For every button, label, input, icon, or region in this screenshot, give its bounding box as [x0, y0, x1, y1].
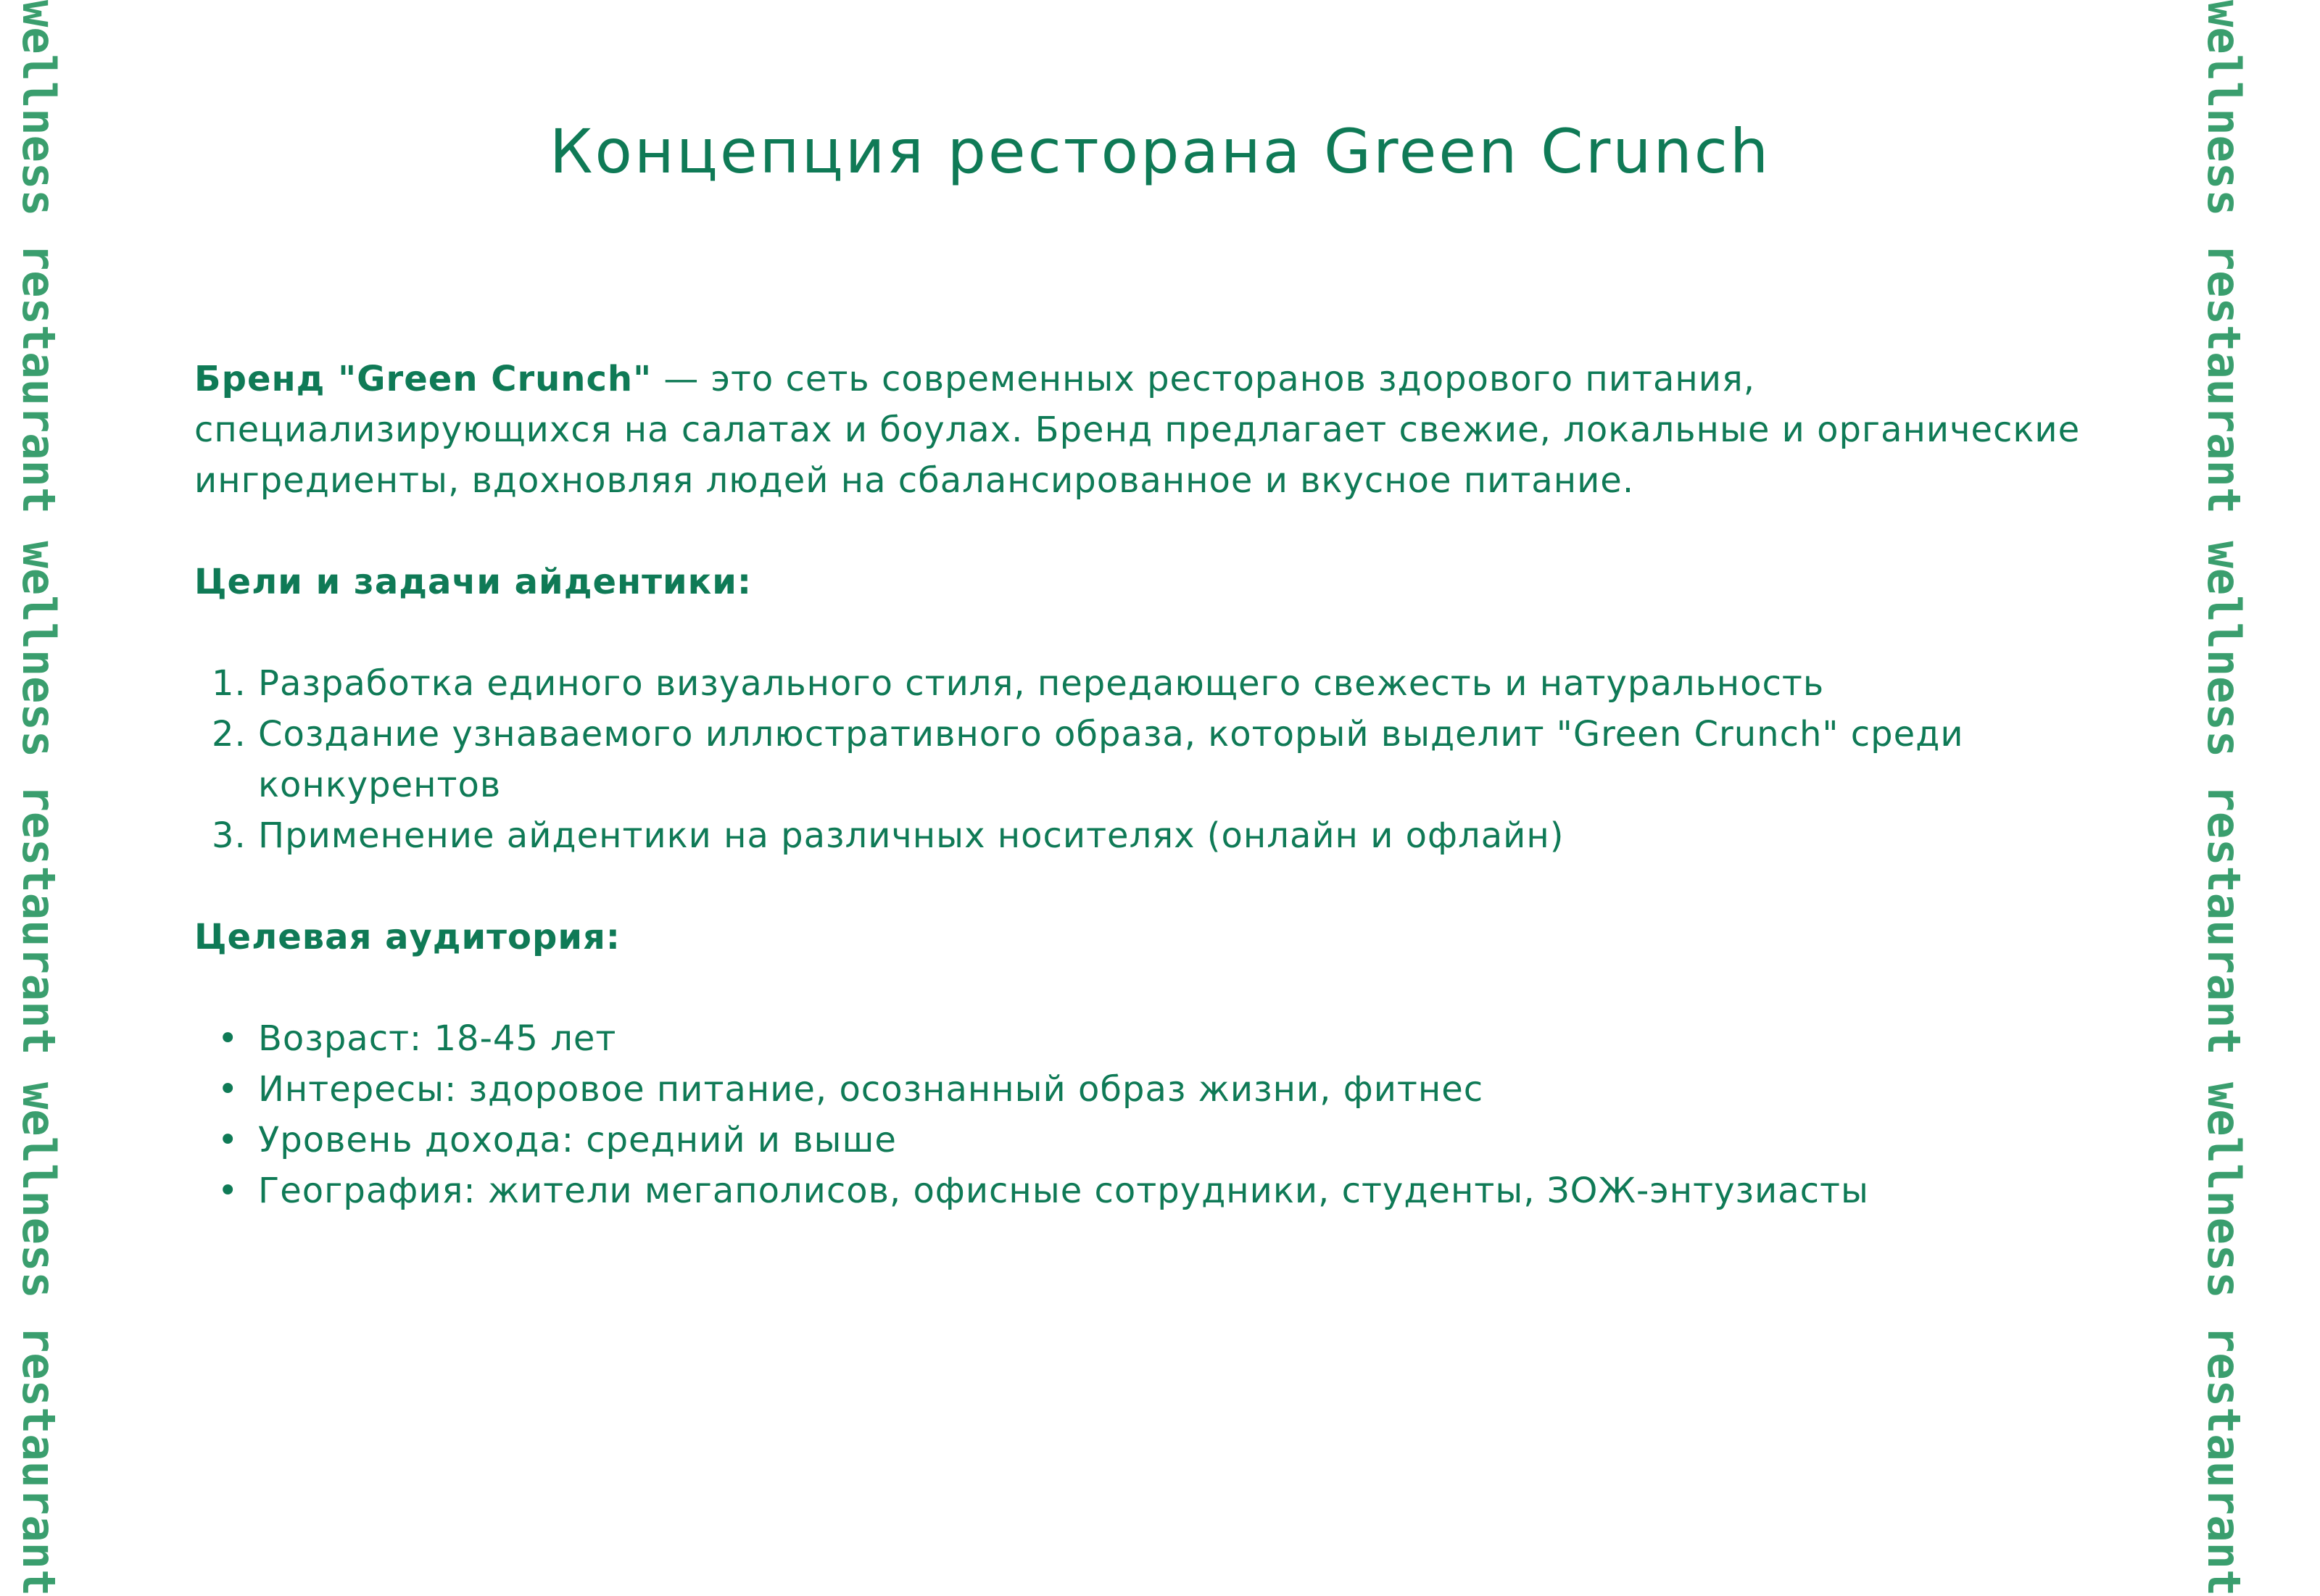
bullet-icon: •: [218, 1120, 239, 1160]
bullet-icon: •: [218, 1069, 239, 1110]
audience-item: [218, 1115, 2152, 1165]
audience-heading: Целевая аудитория:: [194, 917, 621, 957]
goal-item: 2. Создание узнаваемого иллюстративного образа, который выделит "Green Crunch" среди конкурентов: [258, 709, 2152, 810]
page-title: Концепция ресторана Green Crunch: [549, 116, 1771, 187]
audience-item: [218, 1064, 2152, 1115]
bullet-icon: •: [218, 1018, 239, 1059]
brand-name: Бренд "Green Crunch": [194, 359, 652, 399]
intro-text: — это сеть современных ресторанов здорового питания, специализирующихся на салатах и боулах. Бренд предлагает свежие, локальные и органические ингредиенты, вдохновляя людей на сбалансированное и вкусное питание.: [194, 359, 2081, 501]
bullet-icon: •: [218, 1171, 239, 1211]
intro-paragraph: [194, 354, 2152, 506]
audience-item-text: Возраст: 18-45 лет: [258, 1018, 617, 1059]
audience-item: [218, 1165, 2152, 1216]
right-side-strip: [2197, 0, 2285, 1596]
left-side-text: wellness restaurant wellness restaurant wellness restaurant: [12, 0, 65, 1596]
audience-item-text: География: жители мегаполисов, офисные сотрудники, студенты, ЗОЖ-энтузиасты: [258, 1171, 1869, 1211]
goal-item: 1. Разработка единого визуального стиля, передающего свежесть и натуральность: [258, 658, 2152, 709]
right-side-text: wellness restaurant wellness restaurant wellness restaurant: [2197, 0, 2250, 1596]
document-body: [194, 354, 2152, 1267]
left-side-strip: [12, 0, 100, 1596]
goals-list: [194, 658, 2152, 861]
goal-item: 3. Применение айдентики на различных носителях (онлайн и офлайн): [258, 810, 2152, 861]
audience-item-text: Уровень дохода: средний и выше: [258, 1120, 897, 1160]
goals-heading: Цели и задачи айдентики:: [194, 562, 753, 602]
audience-item-text: Интересы: здоровое питание, осознанный образ жизни, фитнес: [258, 1069, 1484, 1110]
audience-item: [218, 1013, 2152, 1064]
audience-list: [194, 1013, 2152, 1216]
